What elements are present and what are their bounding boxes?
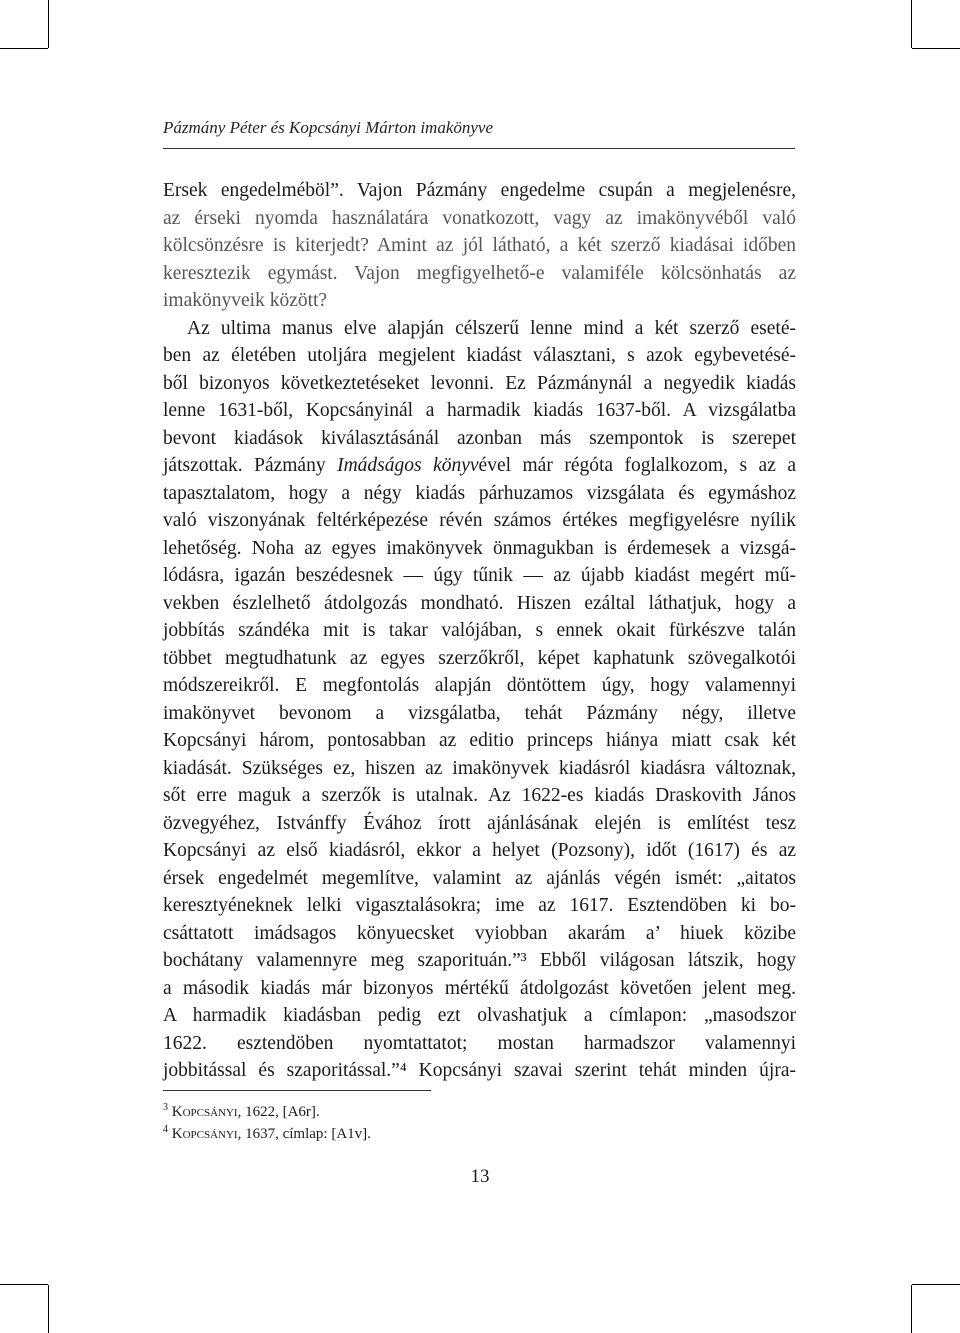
- text-line-with-italic-title: játszottak. Pázmány Imádságos könyvével már régóta foglalkozom, s az a: [163, 455, 797, 476]
- crop-mark-bottom-right-h: [912, 1284, 960, 1285]
- footnote-separator: [163, 1090, 431, 1091]
- text-line: sőt erre maguk a szerzők is utalnak. Az 1622-es kiadás Draskovith János: [163, 785, 796, 806]
- text-line: imakönyveik között?: [163, 290, 328, 311]
- footnote-author: Kopcsányi: [171, 1126, 238, 1142]
- footnote-reference: , 1637, címlap: [A1v].: [237, 1126, 371, 1142]
- text-line: az érseki nyomda használatára vonatkozott, vagy az imakönyvéből való: [163, 207, 796, 229]
- text-line: lehetőség. Noha az egyes imakönyvek önmagukban is érdemesek a vizsgá-: [163, 537, 796, 559]
- crop-mark-top-right-h: [912, 48, 960, 49]
- text-line: Ersek engedelméböl”. Vajon Pázmány engedelme csupán a megjelenésre,: [163, 180, 796, 201]
- text-line: ben az életében utoljára megjelent kiadást választani, s azok egybevetésé-: [163, 345, 796, 366]
- text-line: ből bizonyos következtetéseket levonni. Ez Pázmánynál a negyedik kiadás: [163, 372, 796, 394]
- crop-mark-bottom-right-v: [911, 1285, 912, 1333]
- text-line: való viszonyának feltérképezése révén számos értékes megfigyelésre nyílik: [163, 510, 796, 531]
- crop-mark-top-left-v: [48, 0, 49, 48]
- footnote-number: 4: [163, 1124, 168, 1135]
- crop-mark-top-right-v: [911, 0, 912, 48]
- text-line: lódásra, igazán beszédesnek — úgy tűnik — az újabb kiadást megért mű-: [163, 565, 796, 586]
- text-line: keresztyéneknek lelki vigasztalásokra; ime az 1617. Esztendöben ki bo-: [163, 895, 796, 916]
- text-line: keresztezik egymást. Vajon megfigyelhető-e valamiféle kölcsönhatás az: [163, 262, 796, 284]
- footnote-number: 3: [163, 1102, 168, 1113]
- text-line: tapasztalatom, hogy a négy kiadás párhuzamos vizsgálata és egymáshoz: [163, 482, 796, 504]
- text-line: módszereikről. E megfontolás alapján döntöttem úgy, hogy valamennyi: [163, 675, 796, 696]
- text-line: csáttatott imádsagos könyuecsket vyiobban akarám a’ hiuek közibe: [163, 922, 796, 944]
- crop-mark-bottom-left-h: [0, 1284, 48, 1285]
- text-line: jobbitással és szaporitással.”⁴ Kopcsányi szavai szerint tehát minden újra-: [163, 1060, 796, 1081]
- text-line: A harmadik kiadásban pedig ezt olvashatjuk a címlapon: „masodszor: [163, 1005, 796, 1026]
- footnote-reference: , 1622, [A6r].: [237, 1104, 320, 1120]
- text-line: 1622. esztendöben nyomtattatot; mostan harmadszor valamennyi: [163, 1032, 796, 1054]
- text-line: bevont kiadások kiválasztásánál azonban más szempontok is szerepet: [163, 427, 796, 449]
- text-line: lenne 1631-ből, Kopcsányinál a harmadik kiadás 1637-ből. A vizsgálatba: [163, 400, 796, 421]
- text-line: bochátany valamennyre meg szaporituán.”³ Ebből világosan látszik, hogy: [163, 950, 796, 971]
- text-line: érsek engedelmét megemlítve, valamint az ajánlás végén ismét: „aitatos: [163, 867, 796, 889]
- running-header: [163, 118, 795, 149]
- text-line: vekben észlelhető átdolgozás mondható. Hiszen ezáltal láthatjuk, hogy a: [163, 592, 796, 614]
- text-line: többet megtudhatunk az egyes szerzőkről, képet kaphatunk szövegalkotói: [163, 647, 796, 669]
- italic-title: Imádságos könyv: [337, 455, 479, 476]
- crop-mark-bottom-left-v: [48, 1285, 49, 1333]
- text-line: a második kiadás már bizonyos mértékű átdolgozást követően jelent meg.: [163, 977, 796, 999]
- crop-mark-top-left-h: [0, 48, 48, 49]
- footnote: [163, 1101, 371, 1123]
- text-line: jobbítás szándéka mit is takar valójában, s ennek okait fürkészve talán: [163, 620, 796, 641]
- body-text: [163, 177, 796, 1085]
- footnote-author: Kopcsányi: [171, 1104, 238, 1120]
- footnote: [163, 1123, 371, 1145]
- text-line: özvegyéhez, Istvánffy Évához írott ajánlásának elején is említést tesz: [163, 812, 796, 834]
- footnotes: [163, 1101, 371, 1145]
- text-line: Az ultima manus elve alapján célszerű lenne mind a két szerző eseté-: [187, 317, 796, 339]
- text-line: Kopcsányi az első kiadásról, ekkor a helyet (Pozsony), időt (1617) és az: [163, 840, 796, 861]
- page-number: 13: [470, 1166, 490, 1187]
- running-title: Pázmány Péter és Kopcsányi Márton imakönyve: [163, 118, 493, 137]
- text-line: imakönyvet bevonom a vizsgálatba, tehát Pázmány négy, illetve: [163, 702, 796, 724]
- text-line: Kopcsányi három, pontosabban az editio princeps hiánya miatt csak két: [163, 730, 796, 751]
- text-line: kiadását. Szükséges ez, hiszen az imakönyvek kiadásról kiadásra változnak,: [163, 757, 796, 779]
- text-line: kölcsönzésre is kiterjedt? Amint az jól látható, a két szerző kiadásai időben: [163, 235, 796, 256]
